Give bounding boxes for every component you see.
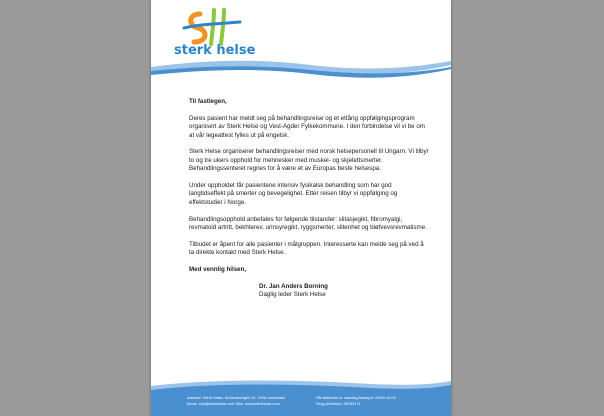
signature-block [259,283,429,300]
letter-closing: Med vennlig hilsen, [189,266,247,274]
letter-body [189,98,429,300]
letter-paragraph-3: Under oppholdet får pasientene intensiv fysikalsk behandling som har god langtidseffekt på smerter og bevegelighet. Etter reisen tilbyr vi oppfølging og effektstudier i Norge. [189,182,398,206]
footer-email-web: Epost: info@sterkhelse.com Web: www.sterkhelse.com [187,401,280,406]
logo-green-stroke-2 [221,10,224,44]
signature-title: Daglig leder Sterk Helse [259,291,326,299]
header-wave-decoration [151,55,451,85]
letter-paragraph-1: Deres pasient har meldt seg på behandlingsreise og et ettårig oppfølgingsprogram organisert av Sterk Helse og Vest-Agder Fylkekommune. I den forbindelse vil vi be om at vår legeattest fylles ut på engelsk. [189,114,425,139]
footer-phone-hours: Vår telefontid er mandag-fredag kl. 09:00-15:00 [316,396,396,400]
letter-page [151,0,451,416]
logo-orange-stroke [191,14,205,42]
footer [151,378,451,416]
letter-paragraph-5: Tilbudet er åpent for alle pasienter i målgruppen. Interesserte kan melde seg på ved å ta direkte kontakt med Sterk Helse. [189,240,424,257]
signature-name: Dr. Jan Anders Borning [259,282,328,290]
letter-paragraph-4: Behandlingsopphold anbefales for følgende tilstander: slitasjegikt, fibromyalgi, revmatoid artritt, bekhterev, urinsyregikt, ryggsmerter, slitenhet og bløtvevsrevmatisme. [189,215,427,232]
logo-wordmark: sterk helse [174,43,256,58]
letter-paragraph-2: Sterk Helse organiserer behandlingsreiser med norsk helsepersonell til Ungarn. Vi tilbyr to og tre ukers opphold for mennesker med muskel- og skjelettsmerter. Behandlingssenteret regnes for å være et av Europas beste helsespa. [189,148,429,173]
letter-greeting: Til fastlegen, [189,98,227,105]
footer-contact-left [187,396,285,407]
footer-address: Adresse: Sterk Helse, Kurlandsvegen 20, 2006 Løvenstad [187,396,285,400]
footer-phone: Ring på telefon: 98763174 [316,401,361,406]
logo-green-stroke [211,10,214,44]
footer-contact-right [316,396,396,407]
